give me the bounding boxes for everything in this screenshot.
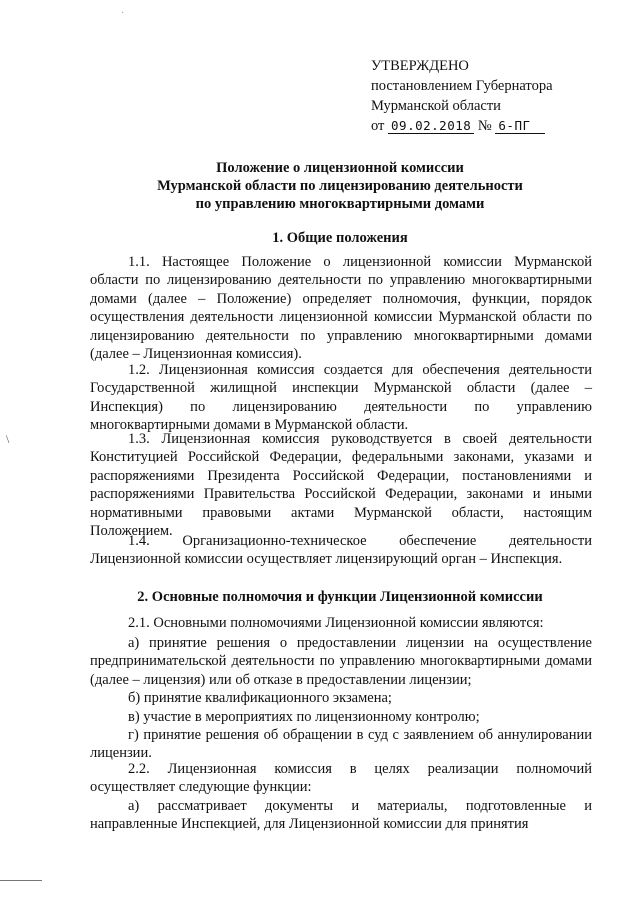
- paragraph-1-3: 1.3. Лицензионная комиссия руководствуется в своей деятельности Конституцией Российской Федерации, федеральными законами, указами и распоряжениями Президента Российской Федерации, постановлениями и распоряжениями Правительства Российской Федерации, законами и иными нормативными правовыми актами Мурманской области, настоящим Положением.: [90, 431, 592, 540]
- paragraph-1-1: 1.1. Настоящее Положение о лицензионной комиссии Мурманской области по лицензированию деятельности по управлению многоквартирными домами (далее – Положение) определяет полномочия, функции, порядок осуществления деятельности лицензионной комиссии Мурманской области по лицензированию деятельности по управлению многоквартирными домами (далее – Лицензионная комиссия).: [90, 254, 592, 363]
- paragraph-1-4: 1.4. Организационно-техническое обеспечение деятельности Лицензионной комиссии осуществляет лицензирующий орган – Инспекция.: [90, 533, 592, 568]
- approval-number: 6-ПГ: [495, 118, 544, 134]
- section-2-heading: 2. Основные полномочия и функции Лицензионной комиссии: [137, 589, 543, 605]
- approval-date-line: [371, 116, 553, 136]
- scan-edge-line: [0, 880, 42, 881]
- approval-authority: постановлением Губернатора: [371, 78, 553, 94]
- approval-label: УТВЕРЖДЕНО: [371, 58, 469, 74]
- title-line-1: Положение о лицензионной комиссии: [216, 160, 464, 176]
- section-1-heading: 1. Общие положения: [272, 230, 408, 246]
- number-sign: №: [477, 118, 492, 134]
- title-line-2: Мурманской области по лицензированию деятельности: [157, 178, 523, 194]
- paragraph-2-2-a: а) рассматривает документы и материалы, подготовленные и направленные Инспекцией, для Лицензионной комиссии для принятия: [90, 798, 592, 833]
- date-prefix: от: [371, 118, 385, 134]
- approval-region: Мурманской области: [371, 98, 501, 114]
- document-title: [90, 159, 590, 213]
- paragraph-2-1-c: в) участие в мероприятиях по лицензионному контролю;: [128, 709, 480, 725]
- paragraph-2-1-a: а) принятие решения о предоставлении лицензии на осуществление предпринимательской деятельности по управлению многоквартирными домами (далее – лицензия) или об отказе в предоставлении лицензии;: [90, 635, 592, 688]
- paragraph-2-1-b: б) принятие квалификационного экзамена;: [128, 690, 392, 706]
- approval-stamp: [371, 56, 553, 136]
- approval-date: 09.02.2018: [388, 118, 474, 134]
- paragraph-2-2: 2.2. Лицензионная комиссия в целях реализации полномочий осуществляет следующие функции:: [90, 761, 592, 796]
- scan-mark-left: \: [6, 432, 10, 446]
- scan-mark-top: ·: [121, 8, 125, 19]
- paragraph-2-1-d: г) принятие решения об обращении в суд с заявлением об аннулировании лицензии.: [90, 727, 592, 762]
- title-line-3: по управлению многоквартирными домами: [195, 196, 485, 212]
- paragraph-2-1: 2.1. Основными полномочиями Лицензионной комиссии являются:: [128, 615, 544, 631]
- paragraph-1-2: 1.2. Лицензионная комиссия создается для обеспечения деятельности Государственной жилищной инспекции Мурманской области (далее – Инспекция) по лицензированию деятельности по управлению многоквартирными домами в Мурманской области.: [90, 362, 592, 434]
